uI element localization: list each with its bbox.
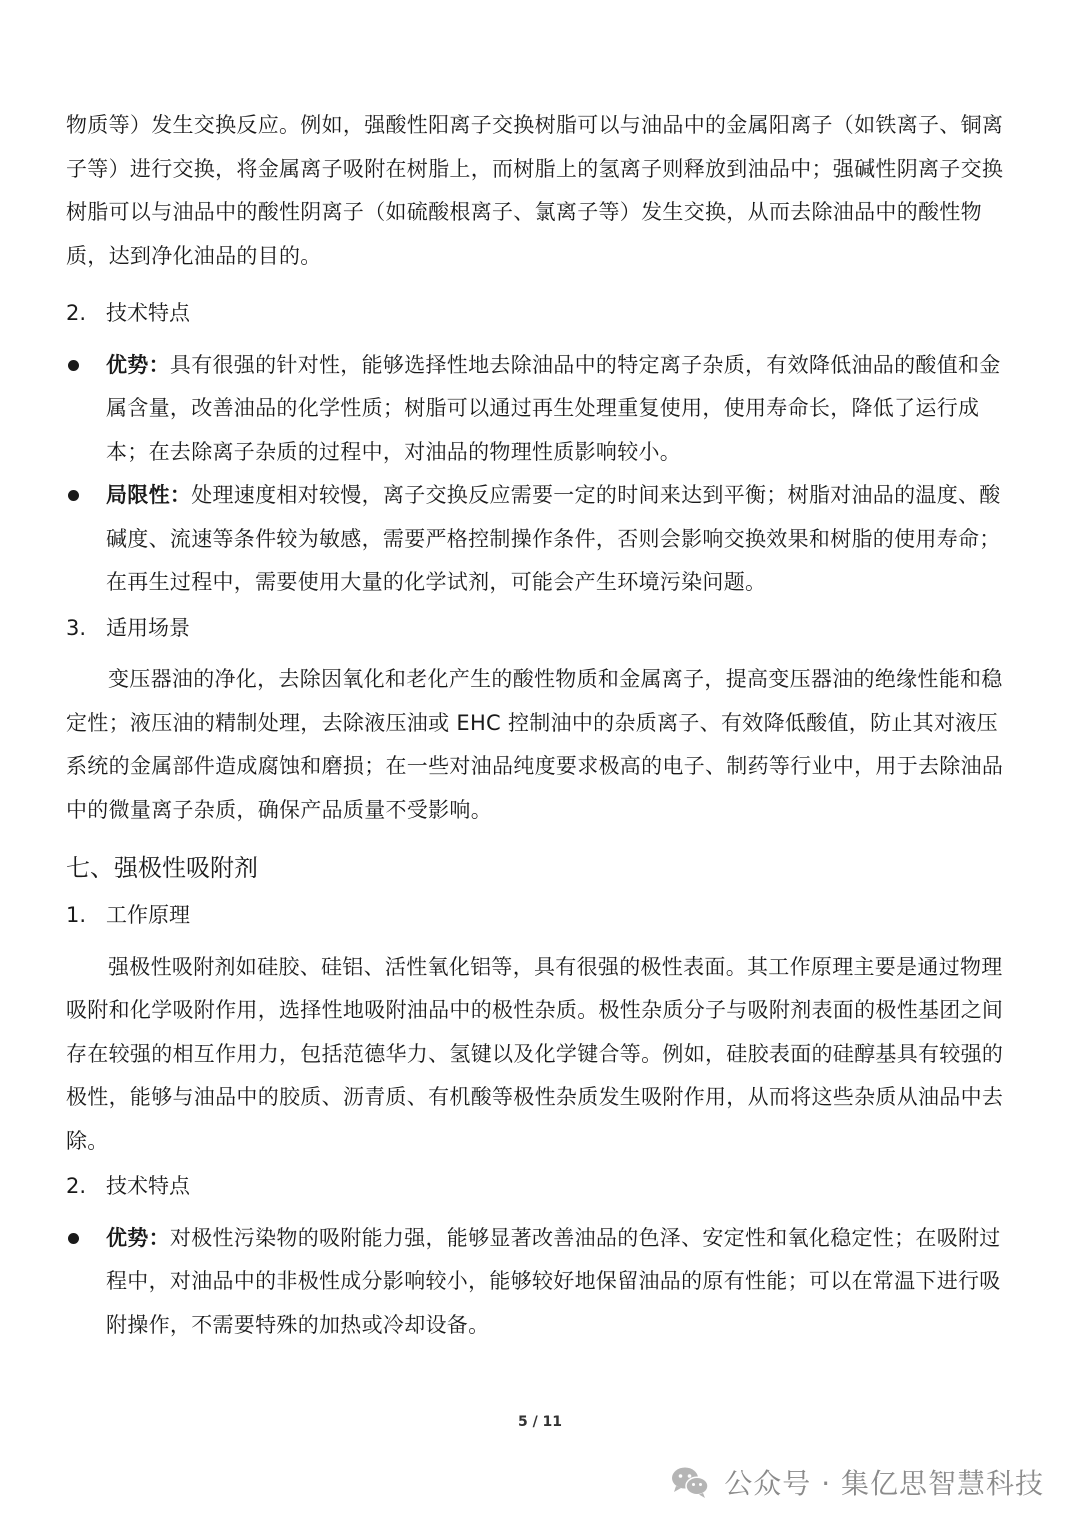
bullet-icon (66, 1217, 106, 1348)
numbered-heading-applications (66, 607, 1016, 651)
section-heading-7: 七、强极性吸附剂 (66, 854, 258, 882)
watermark-footer (670, 1462, 1044, 1502)
numbered-heading-features-2 (66, 1165, 1016, 1209)
bullet-text: 具有很强的针对性，能够选择性地去除油品中的特定离子杂质，有效降低油品的酸值和金属含量，改善油品的化学性质；树脂可以通过再生处理重复使用，使用寿命长，降低了运行成本；在去除离子杂质的过程中，对油品的物理性质影响较小。 (106, 352, 1001, 464)
item-number: 2. (66, 1174, 87, 1198)
item-number: 3. (66, 615, 87, 640)
paragraph-adsorbent-principle: 强极性吸附剂如硅胶、硅铝、活性氧化铝等，具有很强的极性表面。其工作原理主要是通过物理吸附和化学吸附作用，选择性地吸附油品中的极性杂质。极性杂质分子与吸附剂表面的极性基团之间存在较强的相互作用力，包括范德华力、氢键以及化学键合等。例如，硅胶表面的硅醇基具有较强的极性，能够与油品中的胶质、沥青质、有机酸等极性杂质发生吸附作用，从而将这些杂质从油品中去除。 (66, 954, 1004, 1153)
bullet-text: 处理速度相对较慢，离子交换反应需要一定的时间来达到平衡；树脂对油品的温度、酸碱度、流速等条件较为敏感，需要严格控制操作条件，否则会影响交换效果和树脂的使用寿命；在再生过程中，需要使用大量的化学试剂，可能会产生环境污染问题。 (106, 483, 1001, 594)
paragraph-ion-exchange-principle: 物质等）发生交换反应。例如，强酸性阳离子交换树脂可以与油品中的金属阳离子（如铁离子、铜离子等）进行交换，将金属离子吸附在树脂上，而树脂上的氢离子则释放到油品中；强碱性阴离子交换树脂可以与油品中的酸性阴离子（如硫酸根离子、氯离子等）发生交换，从而去除油品中的酸性物质，达到净化油品的目的。 (66, 113, 1004, 268)
item-label: 适用场景 (106, 615, 190, 640)
paragraph-applications: 变压器油的净化，去除因氧化和老化产生的酸性物质和金属离子，提高变压器油的绝缘性能和稳定性；液压油的精制处理，去除液压油或 EHC 控制油中的杂质离子、有效降低酸值，防止其对液压系统的金属部件造成腐蚀和磨损；在一些对油品纯度要求极高的电子、制药等行业中，用于去除油品中的微量离子杂质，确保产品质量不受影响。 (66, 667, 1004, 822)
item-label: 技术特点 (106, 301, 190, 325)
numbered-heading-principle (66, 894, 1016, 938)
bullet-lead: 优势： (106, 352, 170, 377)
bullet-lead: 优势： (106, 1225, 170, 1250)
bullet-advantages (66, 344, 1016, 475)
item-number: 2. (66, 301, 87, 325)
bullet-advantages-2 (66, 1217, 1016, 1348)
bullet-icon (66, 344, 106, 475)
bullet-lead: 局限性： (106, 483, 192, 507)
wechat-icon (670, 1465, 710, 1499)
footer-text: 公众号 · 集亿思智慧科技 (724, 1467, 1044, 1500)
numbered-heading-features (66, 292, 1016, 336)
bullet-text: 对极性污染物的吸附能力强，能够显著改善油品的色泽、安定性和氧化稳定性；在吸附过程中，对油品中的非极性成分影响较小，能够较好地保留油品的原有性能；可以在常温下进行吸附操作，不需要特殊的加热或冷却设备。 (106, 1225, 1001, 1337)
item-label: 工作原理 (106, 903, 190, 927)
item-number: 1. (66, 903, 87, 927)
item-label: 技术特点 (106, 1174, 190, 1198)
bullet-limitations (66, 474, 1016, 605)
page-number: 5 / 11 (517, 1414, 563, 1430)
bullet-icon (66, 474, 106, 605)
document-body (66, 104, 1016, 1347)
